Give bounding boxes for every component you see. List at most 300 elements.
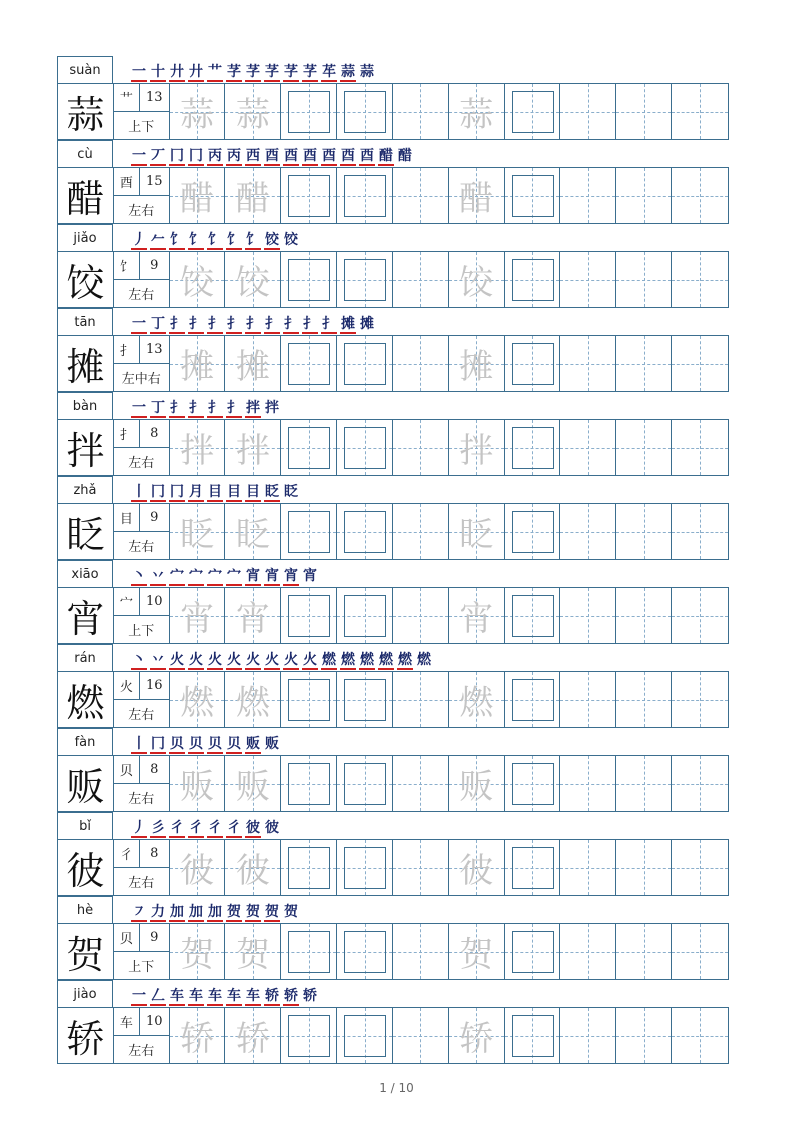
pinyin-label: rán: [57, 644, 113, 671]
practice-box-cell: [281, 588, 337, 643]
stroke-step: 丨: [132, 736, 146, 752]
trace-cell: [449, 336, 505, 391]
trace-character: 贩: [180, 767, 215, 807]
practice-cell: [560, 336, 616, 391]
stroke-step: 贝: [189, 736, 203, 752]
trace-cell: [449, 420, 505, 475]
stroke-step: 饣: [208, 232, 222, 248]
stroke-step: 芓: [227, 64, 241, 80]
practice-cell: [393, 252, 449, 307]
trace-character: 拌: [459, 431, 494, 471]
practice-cell: [616, 168, 672, 223]
stroke-step: 醋: [379, 148, 393, 164]
pinyin-label: xiāo: [57, 560, 113, 587]
stroke-step: 贩: [246, 736, 260, 752]
stroke-step: 火: [227, 652, 241, 668]
practice-box-cell: [505, 84, 561, 139]
character-info: [114, 756, 170, 811]
practice-inner-box: [344, 91, 386, 133]
character-info: [114, 336, 170, 391]
practice-inner-box: [288, 1015, 330, 1057]
practice-box-cell: [281, 840, 337, 895]
structure-label: 左右: [128, 791, 155, 807]
practice-box-cell: [505, 840, 561, 895]
stroke-step: 扌: [208, 316, 222, 332]
character-info: [114, 84, 170, 139]
trace-cell: [170, 924, 226, 979]
trace-character: 饺: [235, 263, 270, 303]
practice-cell: [560, 84, 616, 139]
structure-label: 左右: [128, 1043, 155, 1059]
model-character: 贺: [58, 924, 114, 979]
structure-label: 上下: [128, 623, 155, 639]
stroke-step: 彳: [227, 820, 241, 836]
stroke-step: 𠂉: [151, 232, 165, 248]
stroke-step: 芓: [246, 64, 260, 80]
practice-box-cell: [281, 420, 337, 475]
stroke-step: 丶: [132, 568, 146, 584]
stroke-step: 轿: [265, 988, 279, 1004]
practice-cell: [616, 756, 672, 811]
stroke-step: 扌: [208, 400, 222, 416]
stroke-order: [131, 564, 318, 586]
stroke-step: 宵: [265, 568, 279, 584]
practice-cell: [672, 420, 728, 475]
trace-character: 轿: [180, 1019, 215, 1059]
practice-cell: [560, 756, 616, 811]
structure-label: 左右: [128, 707, 155, 723]
practice-box-cell: [281, 924, 337, 979]
practice-box-cell: [281, 504, 337, 559]
pinyin-label: cù: [57, 140, 113, 167]
trace-cell: [170, 504, 226, 559]
stroke-step: 十: [151, 64, 165, 80]
stroke-step: 加: [189, 904, 203, 920]
stroke-count: 8: [150, 761, 159, 777]
trace-cell: [225, 504, 281, 559]
trace-character: 蒜: [235, 95, 270, 135]
trace-cell: [449, 252, 505, 307]
stroke-step: 酉: [284, 148, 298, 164]
structure-label: 左右: [128, 539, 155, 555]
stroke-step: 丙: [208, 148, 222, 164]
character-info: [114, 1008, 170, 1063]
stroke-order: [131, 312, 375, 334]
stroke-step: 扌: [227, 316, 241, 332]
structure-label: 左右: [128, 287, 155, 303]
practice-cell: [393, 756, 449, 811]
pinyin-label: suàn: [57, 56, 113, 83]
trace-character: 拌: [180, 431, 215, 471]
practice-inner-box: [344, 595, 386, 637]
practice-cell: [393, 504, 449, 559]
practice-inner-box: [344, 343, 386, 385]
trace-character: 轿: [235, 1019, 270, 1059]
structure-label: 上下: [128, 119, 155, 135]
trace-character: 醋: [459, 179, 494, 219]
stroke-step: 拌: [265, 400, 279, 416]
practice-inner-box: [512, 91, 554, 133]
trace-cell: [449, 504, 505, 559]
stroke-step: 贝: [227, 736, 241, 752]
character-info: [114, 168, 170, 223]
practice-inner-box: [344, 1015, 386, 1057]
practice-cell: [393, 168, 449, 223]
stroke-step: 车: [189, 988, 203, 1004]
stroke-step: 冂: [170, 484, 184, 500]
stroke-step: 扌: [246, 316, 260, 332]
stroke-step: 扌: [284, 316, 298, 332]
practice-box-cell: [281, 756, 337, 811]
stroke-step: 冂: [151, 736, 165, 752]
practice-inner-box: [512, 343, 554, 385]
practice-inner-box: [288, 91, 330, 133]
stroke-count: 9: [150, 929, 159, 945]
character-entry: [57, 980, 729, 1064]
stroke-step: 酉: [265, 148, 279, 164]
character-entry: [57, 896, 729, 980]
stroke-step: 一: [132, 316, 146, 332]
practice-inner-box: [288, 343, 330, 385]
stroke-step: 扌: [322, 316, 336, 332]
stroke-step: 饣: [189, 232, 203, 248]
practice-cell: [560, 420, 616, 475]
practice-box-cell: [505, 252, 561, 307]
trace-character: 贩: [459, 767, 494, 807]
practice-inner-box: [512, 847, 554, 889]
trace-cell: [225, 756, 281, 811]
trace-cell: [449, 840, 505, 895]
stroke-step: 芓: [265, 64, 279, 80]
stroke-order: [131, 900, 299, 922]
practice-cell: [560, 504, 616, 559]
trace-cell: [449, 84, 505, 139]
practice-box-cell: [337, 588, 393, 643]
practice-inner-box: [344, 427, 386, 469]
practice-cell: [616, 420, 672, 475]
trace-character: 饺: [180, 263, 215, 303]
stroke-step: 宀: [208, 568, 222, 584]
pinyin-label: hè: [57, 896, 113, 923]
practice-box-cell: [337, 168, 393, 223]
worksheet: [57, 56, 729, 1064]
character-entry: [57, 224, 729, 308]
stroke-step: 力: [151, 904, 165, 920]
stroke-step: 扌: [170, 400, 184, 416]
pinyin-label: jiào: [57, 980, 113, 1007]
practice-inner-box: [512, 679, 554, 721]
stroke-step: 扌: [170, 316, 184, 332]
radical: 贝: [114, 756, 140, 783]
trace-character: 彼: [235, 851, 270, 891]
practice-inner-box: [512, 427, 554, 469]
stroke-step: 蒜: [341, 64, 355, 80]
pinyin-label: bàn: [57, 392, 113, 419]
trace-character: 饺: [459, 263, 494, 303]
stroke-step: 饣: [227, 232, 241, 248]
practice-cell: [616, 252, 672, 307]
practice-inner-box: [288, 175, 330, 217]
practice-cell: [672, 504, 728, 559]
practice-cell: [672, 168, 728, 223]
stroke-step: 丷: [151, 652, 165, 668]
character-entry: [57, 728, 729, 812]
stroke-step: 醋: [398, 148, 412, 164]
practice-cell: [393, 1008, 449, 1063]
practice-row: [57, 419, 729, 476]
stroke-order: [131, 228, 299, 250]
stroke-step: 月: [189, 484, 203, 500]
stroke-step: 丷: [151, 568, 165, 584]
stroke-step: 丿: [132, 820, 146, 836]
model-character: 饺: [58, 252, 114, 307]
structure-label: 左中右: [121, 371, 161, 387]
stroke-step: 彡: [151, 820, 165, 836]
practice-inner-box: [344, 259, 386, 301]
practice-cell: [672, 1008, 728, 1063]
stroke-step: 芓: [284, 64, 298, 80]
stroke-step: 一: [132, 400, 146, 416]
practice-cell: [672, 84, 728, 139]
stroke-step: 贝: [170, 736, 184, 752]
trace-cell: [449, 588, 505, 643]
practice-cell: [616, 504, 672, 559]
trace-character: 贺: [235, 935, 270, 975]
stroke-step: 加: [208, 904, 222, 920]
trace-character: 醋: [180, 179, 215, 219]
practice-cell: [672, 252, 728, 307]
trace-cell: [170, 672, 226, 727]
practice-inner-box: [344, 679, 386, 721]
radical: 车: [114, 1008, 140, 1035]
trace-character: 贺: [180, 935, 215, 975]
model-character: 燃: [58, 672, 114, 727]
pinyin-label: zhǎ: [57, 476, 113, 503]
stroke-step: 燃: [341, 652, 355, 668]
practice-cell: [672, 756, 728, 811]
stroke-step: 饺: [265, 232, 279, 248]
practice-box-cell: [337, 252, 393, 307]
stroke-step: 贺: [284, 904, 298, 920]
practice-box-cell: [281, 672, 337, 727]
stroke-step: 彼: [265, 820, 279, 836]
practice-cell: [393, 924, 449, 979]
practice-inner-box: [288, 679, 330, 721]
stroke-step: 蒜: [360, 64, 374, 80]
practice-box-cell: [337, 336, 393, 391]
trace-cell: [225, 588, 281, 643]
trace-cell: [170, 84, 226, 139]
practice-cell: [393, 84, 449, 139]
stroke-step: 一: [132, 148, 146, 164]
model-character: 拌: [58, 420, 114, 475]
practice-inner-box: [288, 259, 330, 301]
trace-character: 眨: [459, 515, 494, 555]
trace-character: 眨: [180, 515, 215, 555]
stroke-step: 摊: [341, 316, 355, 332]
practice-cell: [560, 252, 616, 307]
stroke-step: 彳: [170, 820, 184, 836]
stroke-step: 拌: [246, 400, 260, 416]
stroke-step: 宵: [284, 568, 298, 584]
trace-cell: [449, 168, 505, 223]
practice-row: [57, 839, 729, 896]
character-entry: [57, 140, 729, 224]
trace-cell: [449, 672, 505, 727]
practice-inner-box: [288, 595, 330, 637]
practice-cell: [393, 840, 449, 895]
stroke-step: 目: [246, 484, 260, 500]
trace-cell: [449, 756, 505, 811]
stroke-order: [131, 396, 280, 418]
stroke-step: 饣: [170, 232, 184, 248]
stroke-step: 宀: [189, 568, 203, 584]
stroke-order: [131, 648, 432, 670]
radical: 饣: [114, 252, 140, 279]
trace-cell: [170, 588, 226, 643]
stroke-step: 彳: [208, 820, 222, 836]
practice-inner-box: [344, 511, 386, 553]
model-character: 摊: [58, 336, 114, 391]
stroke-step: 扌: [265, 316, 279, 332]
trace-character: 彼: [459, 851, 494, 891]
stroke-order: [131, 984, 318, 1006]
practice-box-cell: [337, 840, 393, 895]
stroke-step: 酉: [322, 148, 336, 164]
practice-box-cell: [337, 672, 393, 727]
stroke-step: 车: [208, 988, 222, 1004]
pinyin-label: fàn: [57, 728, 113, 755]
trace-character: 摊: [180, 347, 215, 387]
stroke-count: 10: [145, 593, 163, 609]
character-entry: [57, 644, 729, 728]
stroke-step: 扌: [303, 316, 317, 332]
radical: 扌: [114, 420, 140, 447]
stroke-step: 酉: [341, 148, 355, 164]
character-info: [114, 252, 170, 307]
practice-row: [57, 83, 729, 140]
practice-box-cell: [337, 420, 393, 475]
stroke-count: 10: [145, 1013, 163, 1029]
stroke-step: 冂: [170, 148, 184, 164]
stroke-step: 贩: [265, 736, 279, 752]
practice-box-cell: [337, 756, 393, 811]
character-info: [114, 588, 170, 643]
stroke-step: 摊: [360, 316, 374, 332]
stroke-order: [131, 732, 280, 754]
practice-cell: [393, 672, 449, 727]
trace-cell: [170, 756, 226, 811]
structure-label: 左右: [128, 455, 155, 471]
stroke-step: 西: [246, 148, 260, 164]
structure-label: 上下: [128, 959, 155, 975]
radical: 宀: [114, 588, 140, 615]
stroke-step: 加: [170, 904, 184, 920]
practice-inner-box: [512, 595, 554, 637]
stroke-step: 芓: [303, 64, 317, 80]
stroke-step: 彼: [246, 820, 260, 836]
stroke-step: 酉: [303, 148, 317, 164]
trace-cell: [225, 84, 281, 139]
practice-cell: [616, 1008, 672, 1063]
stroke-order: [131, 144, 413, 166]
stroke-step: 𠃋: [151, 988, 165, 1004]
practice-cell: [616, 84, 672, 139]
stroke-count: 8: [150, 425, 159, 441]
character-entry: [57, 308, 729, 392]
stroke-count: 16: [145, 677, 163, 693]
radical: 艹: [114, 84, 140, 111]
practice-row: [57, 1007, 729, 1064]
character-info: [114, 840, 170, 895]
trace-cell: [170, 1008, 226, 1063]
practice-box-cell: [505, 1008, 561, 1063]
practice-cell: [616, 924, 672, 979]
radical: 火: [114, 672, 140, 699]
stroke-step: 丁: [151, 316, 165, 332]
practice-cell: [560, 924, 616, 979]
practice-box-cell: [505, 588, 561, 643]
practice-box-cell: [505, 756, 561, 811]
stroke-step: 目: [208, 484, 222, 500]
practice-cell: [672, 924, 728, 979]
practice-cell: [616, 672, 672, 727]
trace-cell: [170, 252, 226, 307]
trace-cell: [449, 1008, 505, 1063]
character-info: [114, 924, 170, 979]
stroke-step: 廾: [170, 64, 184, 80]
practice-cell: [616, 336, 672, 391]
character-info: [114, 420, 170, 475]
model-character: 眨: [58, 504, 114, 559]
practice-cell: [672, 840, 728, 895]
stroke-step: 火: [303, 652, 317, 668]
structure-label: 左右: [128, 203, 155, 219]
practice-cell: [560, 672, 616, 727]
stroke-step: 饺: [284, 232, 298, 248]
practice-inner-box: [288, 847, 330, 889]
stroke-step: 火: [189, 652, 203, 668]
practice-row: [57, 251, 729, 308]
stroke-step: 丿: [132, 232, 146, 248]
stroke-step: 燃: [398, 652, 412, 668]
practice-inner-box: [512, 931, 554, 973]
model-character: 彼: [58, 840, 114, 895]
stroke-step: 火: [246, 652, 260, 668]
model-character: 贩: [58, 756, 114, 811]
stroke-step: 眨: [265, 484, 279, 500]
practice-row: [57, 923, 729, 980]
practice-cell: [560, 168, 616, 223]
stroke-step: 火: [170, 652, 184, 668]
practice-inner-box: [344, 763, 386, 805]
pinyin-label: jiǎo: [57, 224, 113, 251]
practice-cell: [616, 588, 672, 643]
practice-cell: [672, 336, 728, 391]
radical: 扌: [114, 336, 140, 363]
stroke-step: 冂: [189, 148, 203, 164]
practice-cell: [393, 336, 449, 391]
practice-row: [57, 335, 729, 392]
stroke-step: 燃: [322, 652, 336, 668]
stroke-step: 火: [284, 652, 298, 668]
character-info: [114, 504, 170, 559]
radical: 酉: [114, 168, 140, 195]
radical: 目: [114, 504, 140, 531]
stroke-step: 廾: [189, 64, 203, 80]
character-info: [114, 672, 170, 727]
practice-inner-box: [512, 763, 554, 805]
